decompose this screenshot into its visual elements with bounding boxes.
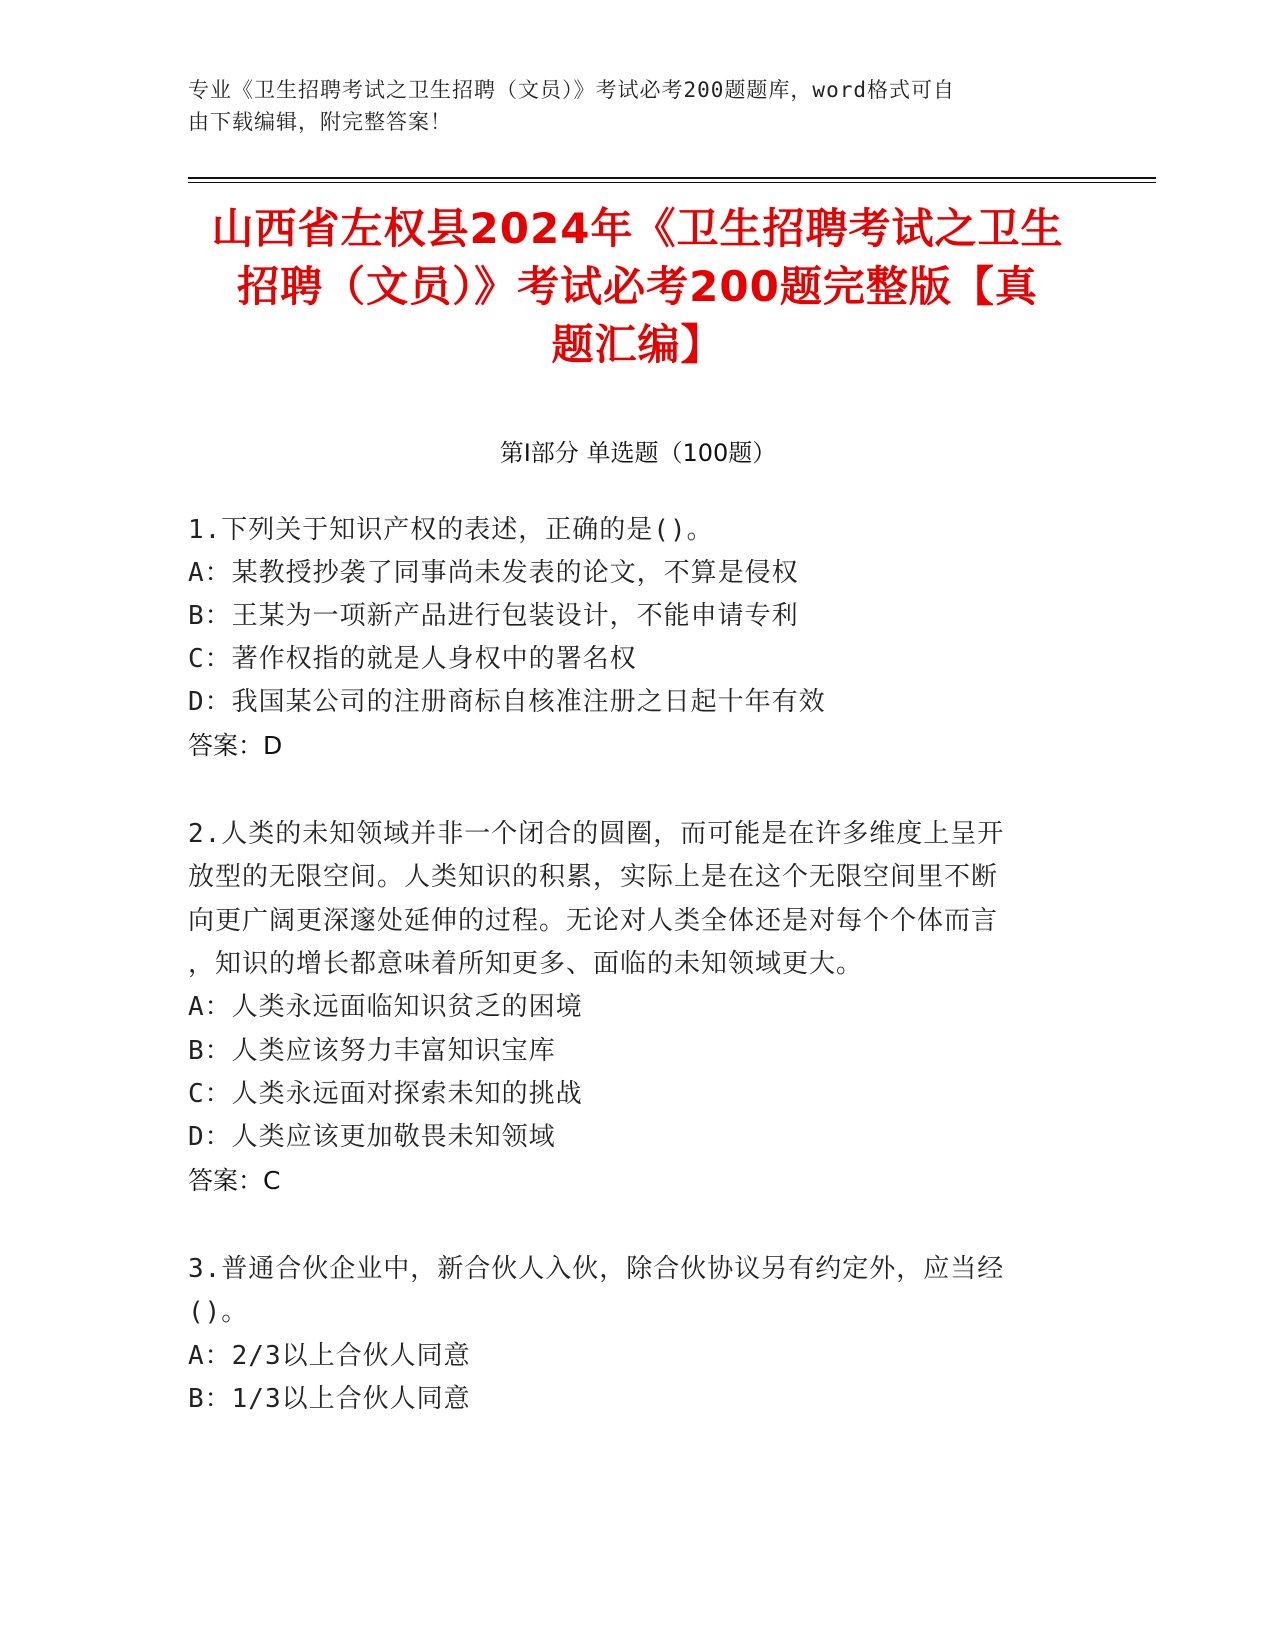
question-2-answer: 答案：C — [188, 1166, 281, 1195]
question-1-option-b: B：王某为一项新产品进行包装设计，不能申请专利 — [188, 601, 799, 631]
question-2-option-d: D：人类应该更加敬畏未知领域 — [188, 1122, 556, 1152]
header-note — [188, 74, 1068, 138]
header-note-line: 由下载编辑，附完整答案！ — [188, 110, 452, 134]
question-2-stem-line: ，知识的增长都意味着所知更多、面临的未知领域更大。 — [188, 949, 864, 979]
title-line: 山西省左权县2024年《卫生招聘考试之卫生 — [211, 204, 1064, 253]
question-2-stem-line: 2.人类的未知领域并非一个闭合的圆圈，而可能是在许多维度上呈开 — [188, 819, 1005, 849]
question-2-stem-line: 放型的无限空间。人类知识的积累，实际上是在这个无限空间里不断 — [188, 862, 999, 892]
question-2-option-c: C：人类永远面对探索未知的挑战 — [188, 1079, 583, 1109]
question-3-option-b: B：1/3以上合伙人同意 — [188, 1384, 471, 1414]
title-line: 招聘（文员）》考试必考200题完整版【真 — [237, 262, 1038, 311]
section-heading: 第I部分 单选题（100题） — [499, 439, 777, 467]
question-1-option-d: D：我国某公司的注册商标自核准注册之日起十年有效 — [188, 687, 826, 717]
question-1-option-a: A：某教授抄袭了同事尚未发表的论文，不算是侵权 — [188, 558, 799, 588]
question-1-stem: 1.下列关于知识产权的表述，正确的是()。 — [188, 515, 714, 545]
question-3-stem-line: ()。 — [188, 1297, 249, 1327]
question-2-stem-line: 向更广阔更深邃处延伸的过程。无论对人类全体还是对每个个体而言 — [188, 906, 999, 936]
header-rule-thin — [188, 182, 1156, 183]
question-2-option-b: B：人类应该努力丰富知识宝库 — [188, 1036, 556, 1066]
question-1-answer: 答案：D — [188, 731, 283, 760]
question-1-option-c: C：著作权指的就是人身权中的署名权 — [188, 644, 637, 674]
document-title — [160, 200, 1115, 374]
title-line: 题汇编】 — [551, 320, 724, 369]
question-3-stem-line: 3.普通合伙企业中，新合伙人入伙，除合伙协议另有约定外，应当经 — [188, 1254, 1005, 1284]
header-note-line: 专业《卫生招聘考试之卫生招聘（文员）》考试必考200题题库，word格式可自 — [188, 78, 955, 102]
question-3-option-a: A：2/3以上合伙人同意 — [188, 1341, 471, 1371]
header-rule-thick — [188, 177, 1156, 179]
question-2-option-a: A：人类永远面临知识贫乏的困境 — [188, 992, 583, 1022]
